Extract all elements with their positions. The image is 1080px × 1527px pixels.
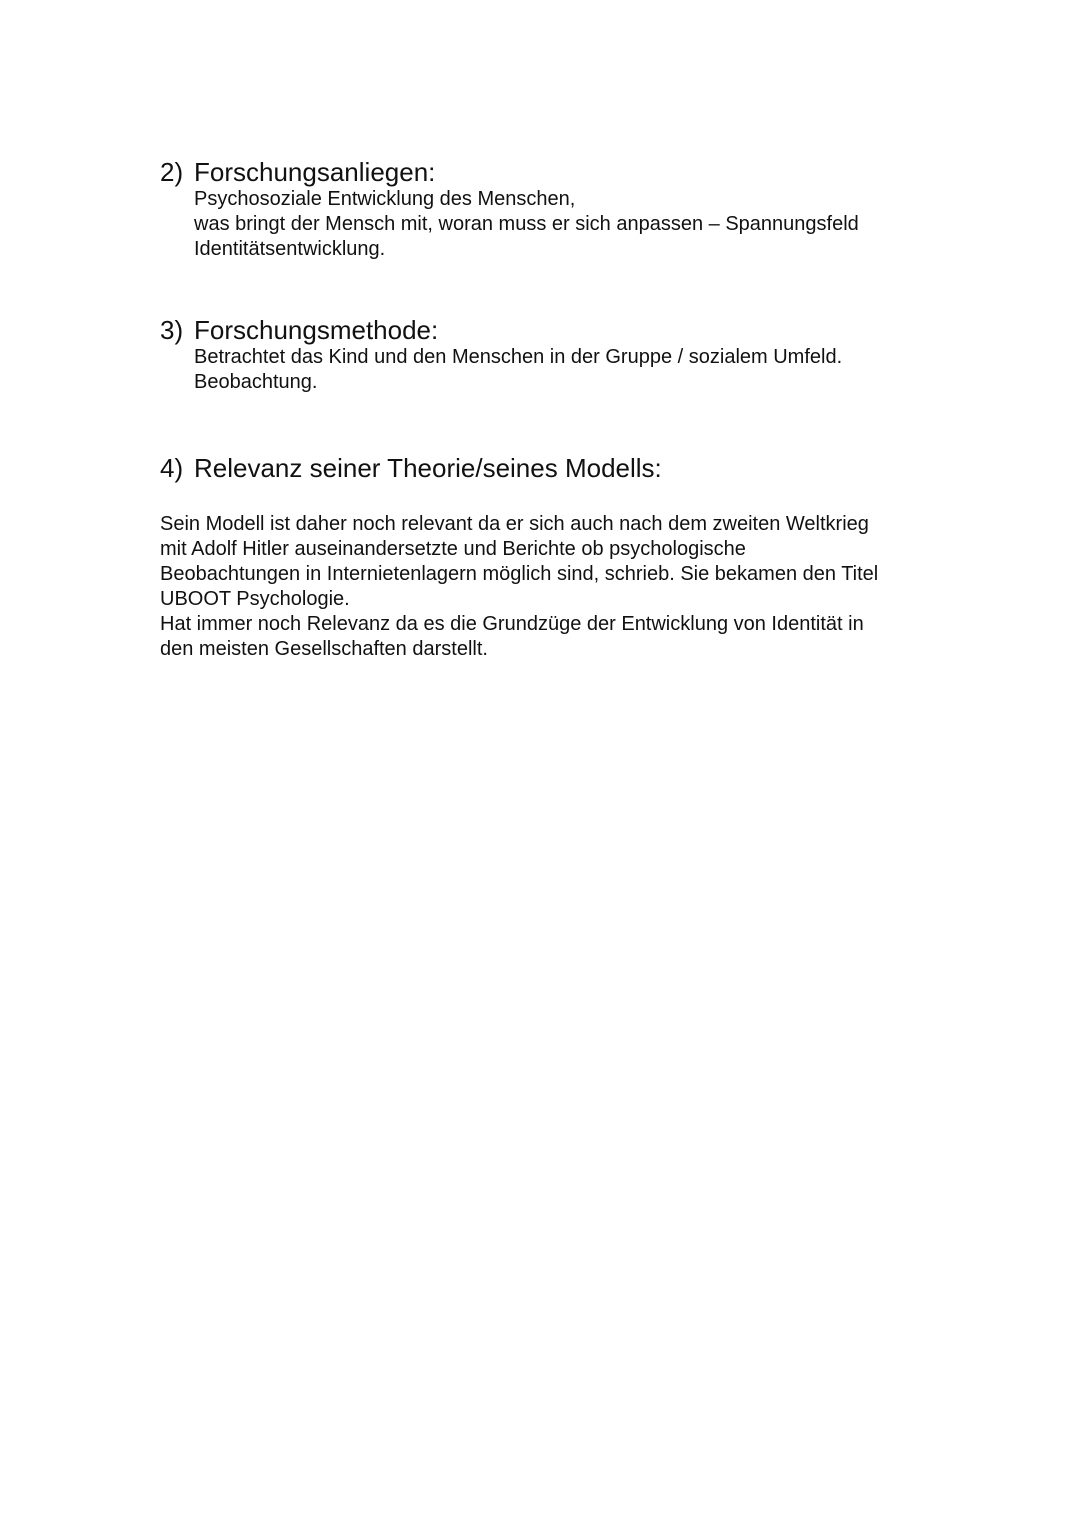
section-heading xyxy=(160,157,980,187)
body-line: Sein Modell ist daher noch relevant da er sich auch nach dem zweiten Weltkrieg xyxy=(160,513,869,535)
section-forschungsmethode xyxy=(160,315,980,395)
section-number: 4) xyxy=(160,453,184,483)
section-title: Forschungsmethode: xyxy=(194,315,439,345)
section-number: 2) xyxy=(160,157,184,187)
body-line: was bringt der Mensch mit, woran muss er sich anpassen – Spannungsfeld xyxy=(194,213,859,235)
section-body xyxy=(194,345,980,395)
body-line: Beobachtungen in Internietenlagern möglich sind, schrieb. Sie bekamen den Titel xyxy=(160,563,879,585)
body-line: Betrachtet das Kind und den Menschen in der Gruppe / sozialem Umfeld. xyxy=(194,346,843,368)
section-number: 3) xyxy=(160,315,184,345)
body-line: Psychosoziale Entwicklung des Menschen, xyxy=(194,188,576,210)
body-line: den meisten Gesellschaften darstellt. xyxy=(160,638,488,660)
body-line: Hat immer noch Relevanz da es die Grundzüge der Entwicklung von Identität in xyxy=(160,613,864,635)
relevanz-paragraph xyxy=(160,512,980,662)
body-line: UBOOT Psychologie. xyxy=(160,588,350,610)
section-heading xyxy=(160,315,980,345)
section-heading xyxy=(160,453,980,483)
body-line: mit Adolf Hitler auseinandersetzte und Berichte ob psychologische xyxy=(160,538,746,560)
body-line: Identitätsentwicklung. xyxy=(194,238,386,260)
body-line: Beobachtung. xyxy=(194,371,318,393)
paragraph-body xyxy=(160,512,980,662)
section-relevanz xyxy=(160,453,980,483)
section-title: Relevanz seiner Theorie/seines Modells: xyxy=(194,453,662,483)
section-body xyxy=(194,187,980,262)
section-title: Forschungsanliegen: xyxy=(194,157,436,187)
section-forschungsanliegen xyxy=(160,157,980,262)
